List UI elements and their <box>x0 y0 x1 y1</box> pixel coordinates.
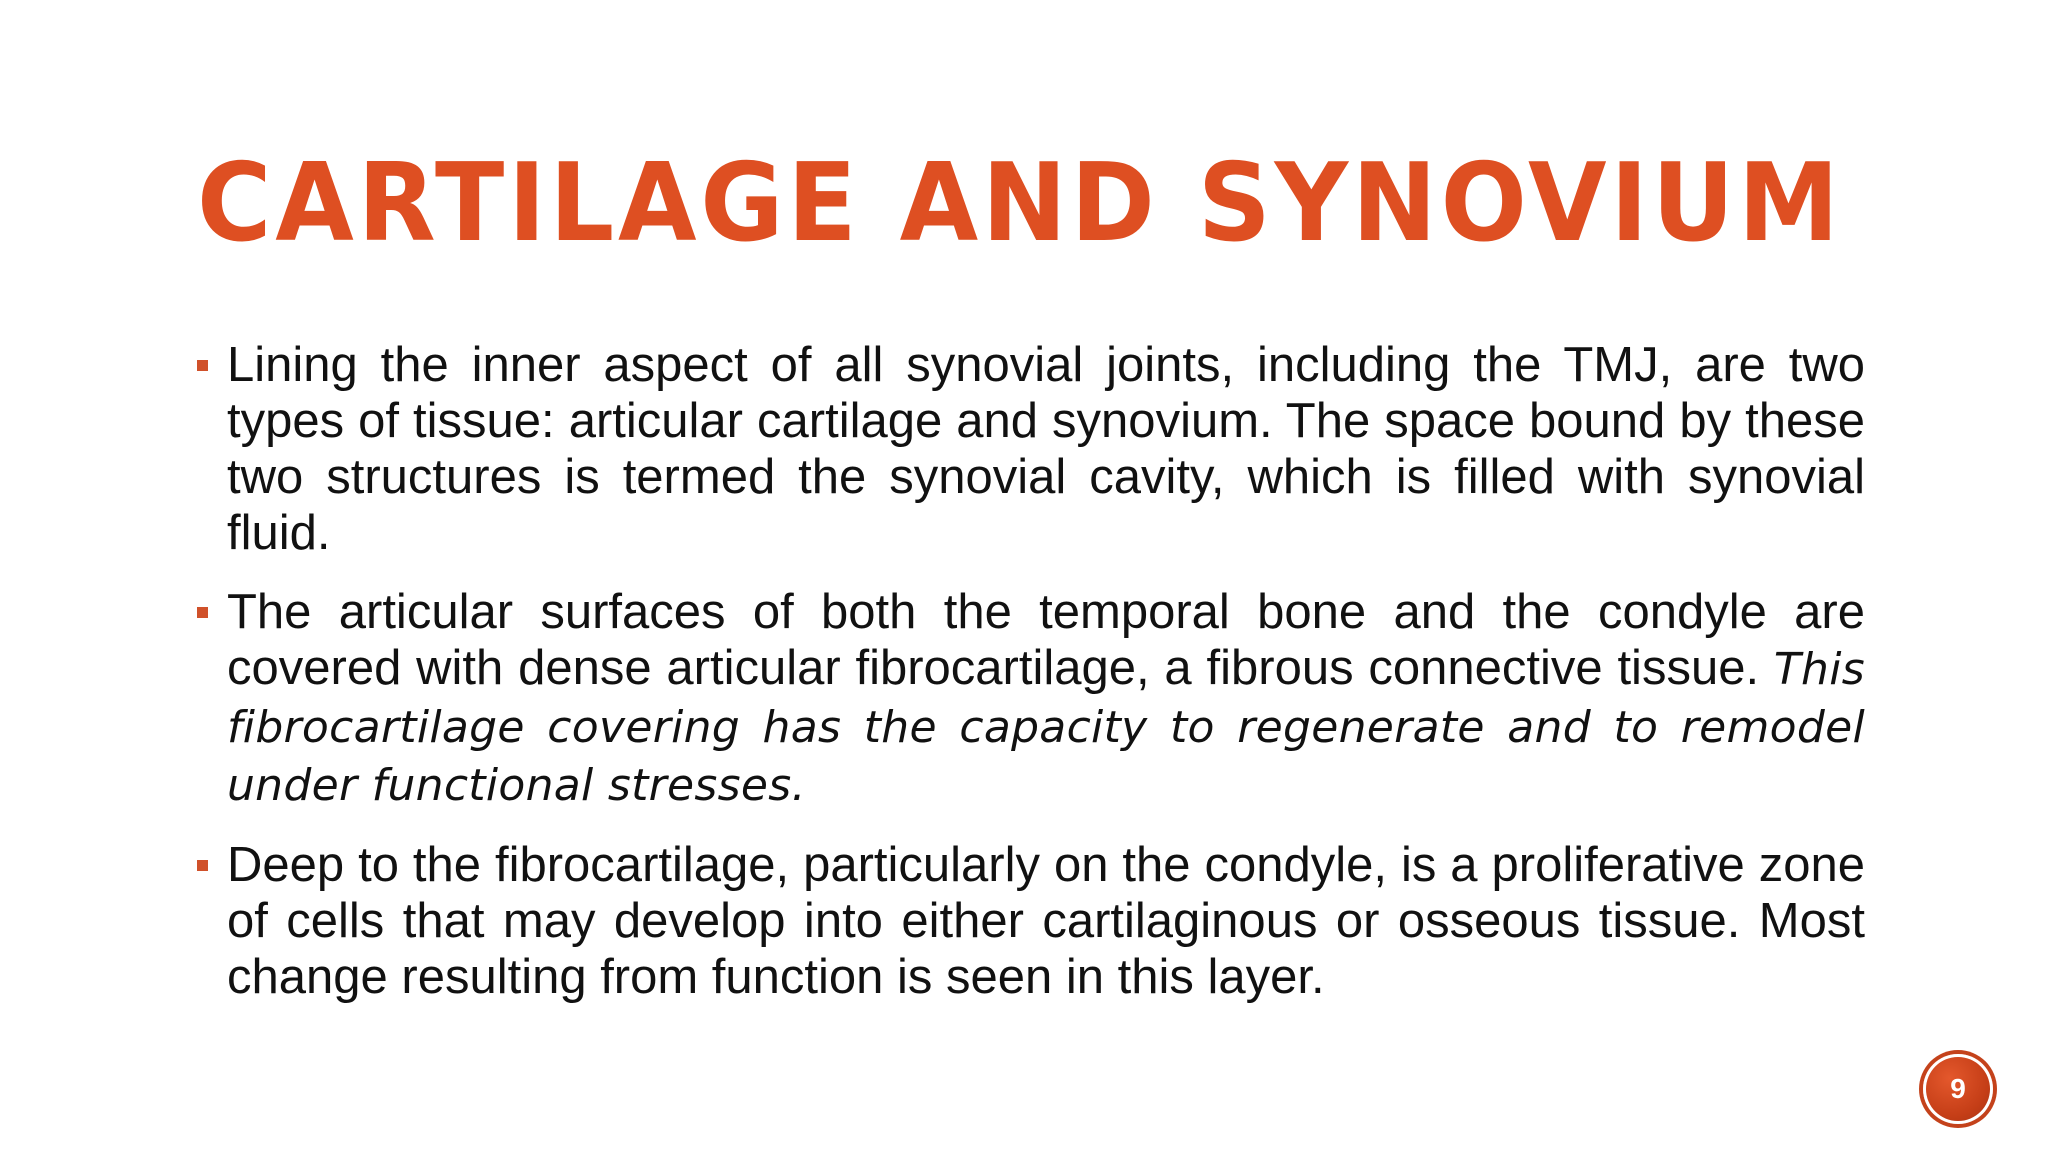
page-number: 9 <box>1950 1073 1966 1104</box>
bullet-item <box>197 584 1865 814</box>
square-bullet-icon <box>197 860 208 871</box>
bullet-text: The articular surfaces of both the temporal bone and the condyle are covered with dense articular fibrocartilage, a fibrous connective tissue. <box>227 585 1865 695</box>
bullet-text: Lining the inner aspect of all synovial joints, including the TMJ, are two types of tissue: articular cartilage and synovium. The space bound by these two structures is termed the synovial cavity, which is filled with synovial fluid. <box>227 338 1865 560</box>
bullet-item <box>197 337 1865 561</box>
bullet-italic-text: This fibrocartilage covering has the capacity to regenerate and to remodel under functional stresses. <box>227 644 1865 811</box>
page-number-badge <box>1923 1054 1993 1124</box>
bullet-text: Deep to the fibrocartilage, particularly on the condyle, is a proliferative zone of cells that may develop into either cartilaginous or osseous tissue. Most change resulting from function is seen in this layer. <box>227 838 1865 1004</box>
bullet-list <box>197 337 1865 1028</box>
slide-title: CARTILAGE AND SYNOVIUM <box>197 141 1843 266</box>
square-bullet-icon <box>197 360 208 371</box>
bullet-item <box>197 837 1865 1005</box>
square-bullet-icon <box>197 607 208 618</box>
